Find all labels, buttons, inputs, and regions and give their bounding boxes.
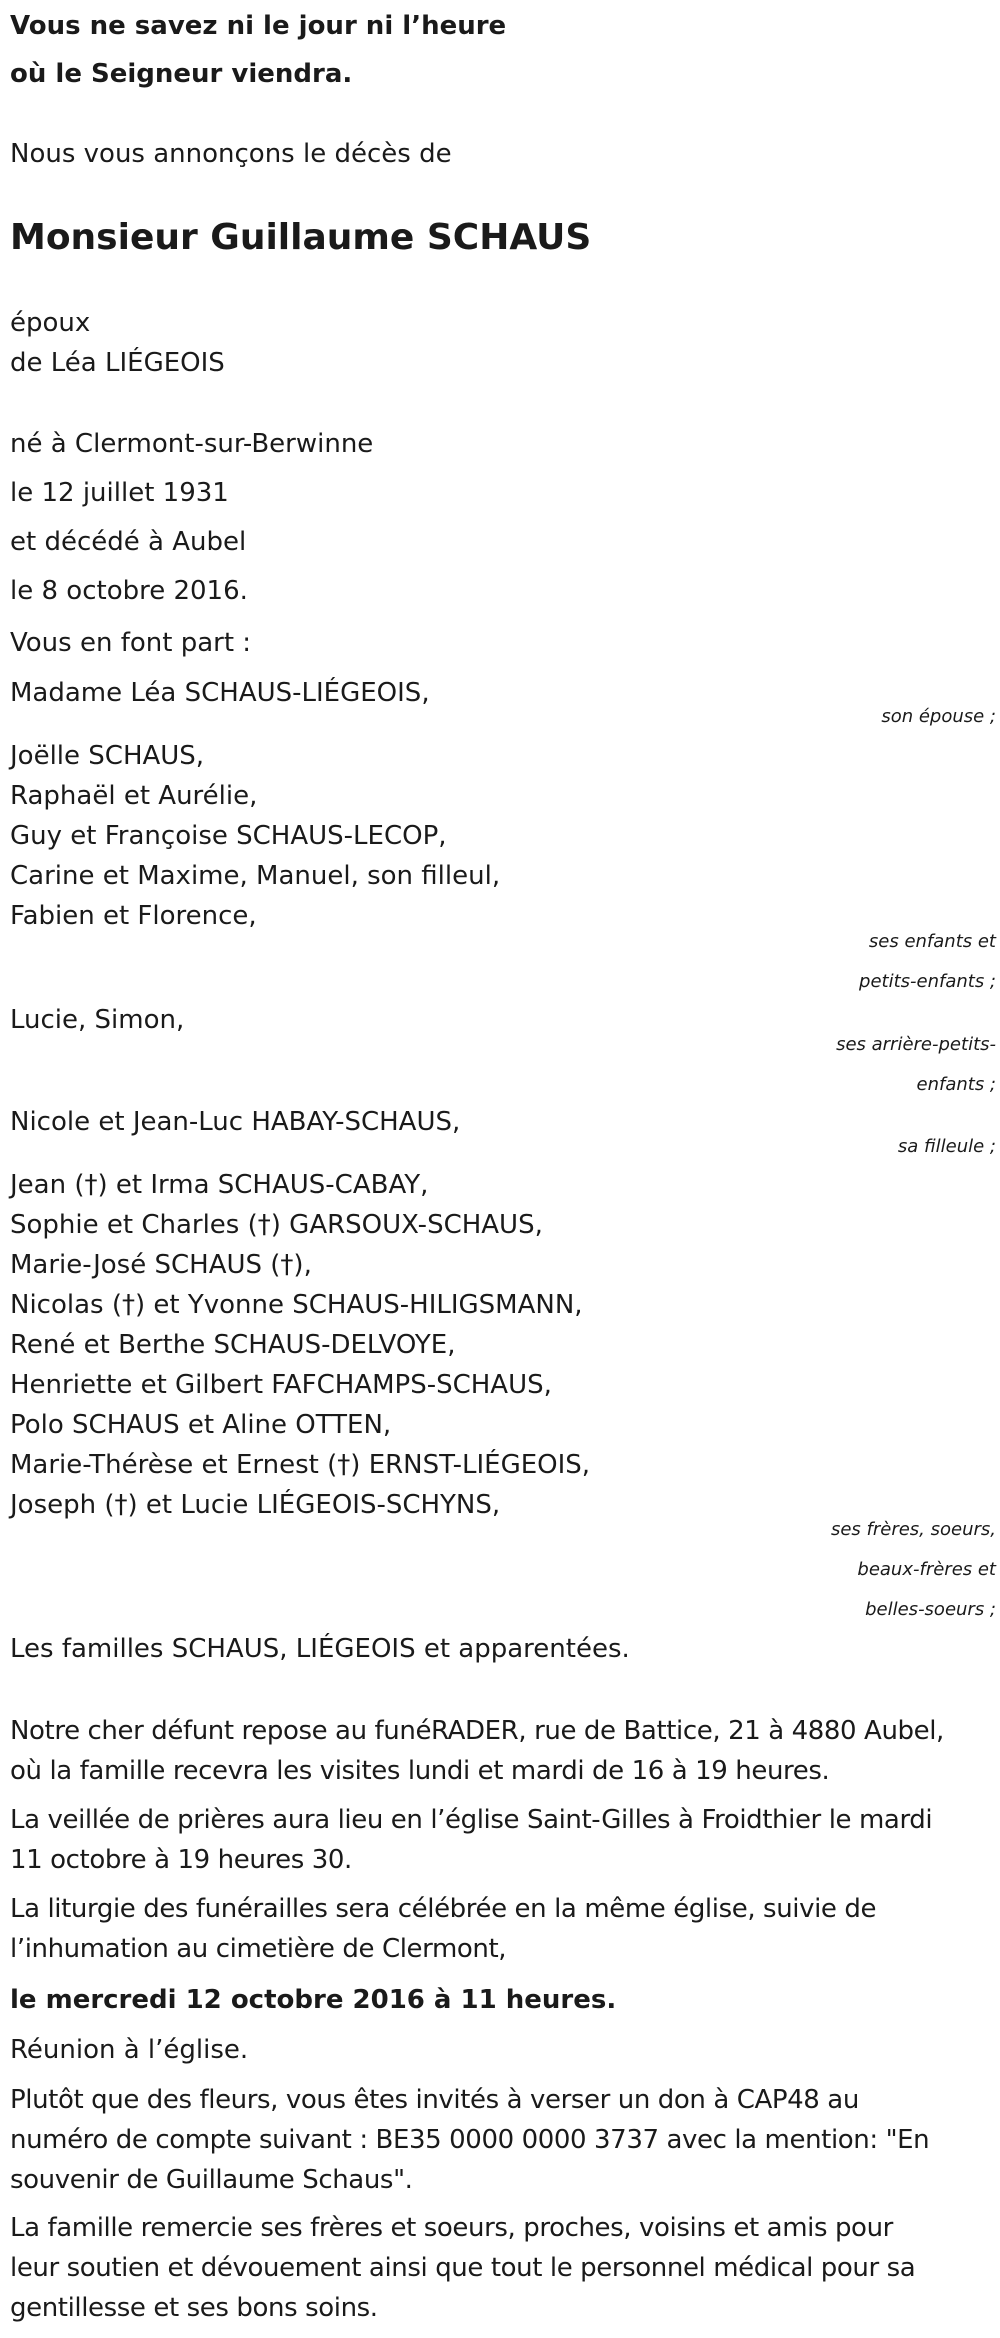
thanks-paragraph: La famille remercie ses frères et soeurs, proches, voisins et amis pour bbox=[10, 2213, 893, 2243]
liturgie-paragraph: l’inhumation au cimetière de Clermont, bbox=[10, 1934, 507, 1964]
donation-paragraph: numéro de compte suivant : BE35 0000 0000 3737 avec la mention: "En bbox=[10, 2125, 930, 2155]
quote-line: Vous ne savez ni le jour ni l’heure bbox=[10, 11, 507, 41]
family-name-line: Madame Léa SCHAUS-LIÉGEOIS, bbox=[10, 678, 430, 708]
families-line: Les familles SCHAUS, LIÉGEOIS et apparentées. bbox=[10, 1634, 630, 1664]
family-name-line: Polo SCHAUS et Aline OTTEN, bbox=[10, 1410, 392, 1440]
family-name-line: Lucie, Simon, bbox=[10, 1005, 185, 1035]
birth-place: né à Clermont-sur-Berwinne bbox=[10, 429, 374, 459]
family-name-line: Jean (†) et Irma SCHAUS-CABAY, bbox=[10, 1170, 429, 1200]
family-name-line: Joëlle SCHAUS, bbox=[10, 741, 205, 771]
spouse-line: de Léa LIÉGEOIS bbox=[10, 348, 225, 378]
veillee-paragraph: La veillée de prières aura lieu en l’église Saint-Gilles à Froidthier le mardi bbox=[10, 1805, 933, 1835]
relation-label: ses enfants et bbox=[868, 931, 996, 952]
relation-label: ses frères, soeurs, bbox=[830, 1519, 996, 1540]
announcement: Nous vous annonçons le décès de bbox=[10, 139, 452, 169]
family-name-line: Nicole et Jean-Luc HABAY-SCHAUS, bbox=[10, 1107, 461, 1137]
donation-paragraph: souvenir de Guillaume Schaus". bbox=[10, 2165, 413, 2195]
death-date: le 8 octobre 2016. bbox=[10, 576, 248, 606]
relation-label: belles-soeurs ; bbox=[865, 1599, 996, 1620]
repose-paragraph: où la famille recevra les visites lundi et mardi de 16 à 19 heures. bbox=[10, 1756, 830, 1786]
relation-label: petits-enfants ; bbox=[859, 971, 996, 992]
relation-label: beaux-frères et bbox=[857, 1559, 996, 1580]
liturgie-paragraph: La liturgie des funérailles sera célébrée en la même église, suivie de bbox=[10, 1894, 877, 1924]
family-name-line: René et Berthe SCHAUS-DELVOYE, bbox=[10, 1330, 456, 1360]
family-name-line: Marie-José SCHAUS (†), bbox=[10, 1250, 312, 1280]
family-name-line: Raphaël et Aurélie, bbox=[10, 781, 258, 811]
family-name-line: Fabien et Florence, bbox=[10, 901, 257, 931]
donation-paragraph: Plutôt que des fleurs, vous êtes invités à verser un don à CAP48 au bbox=[10, 2085, 859, 2115]
spouse-line: époux bbox=[10, 308, 91, 338]
family-name-line: Marie-Thérèse et Ernest (†) ERNST-LIÉGEOIS, bbox=[10, 1450, 591, 1480]
relation-label: son épouse ; bbox=[881, 706, 996, 727]
family-name-line: Nicolas (†) et Yvonne SCHAUS-HILIGSMANN, bbox=[10, 1290, 583, 1320]
font-part: Vous en font part : bbox=[10, 628, 252, 658]
quote-line: où le Seigneur viendra. bbox=[10, 59, 353, 89]
thanks-paragraph: gentillesse et ses bons soins. bbox=[10, 2293, 378, 2323]
reunion-line: Réunion à l’église. bbox=[10, 2035, 249, 2065]
birth-date: le 12 juillet 1931 bbox=[10, 478, 229, 508]
relation-label: enfants ; bbox=[916, 1074, 996, 1095]
relation-label: ses arrière-petits- bbox=[836, 1034, 996, 1055]
thanks-paragraph: leur soutien et dévouement ainsi que tout le personnel médical pour sa bbox=[10, 2253, 916, 2283]
death-place: et décédé à Aubel bbox=[10, 527, 247, 557]
repose-paragraph: Notre cher défunt repose au funéRADER, rue de Battice, 21 à 4880 Aubel, bbox=[10, 1716, 944, 1746]
relation-label: sa filleule ; bbox=[897, 1136, 996, 1157]
family-name-line: Joseph (†) et Lucie LIÉGEOIS-SCHYNS, bbox=[10, 1490, 501, 1520]
family-name-line: Guy et Françoise SCHAUS-LECOP, bbox=[10, 821, 447, 851]
deceased-name: Monsieur Guillaume SCHAUS bbox=[10, 217, 592, 258]
family-name-line: Sophie et Charles (†) GARSOUX-SCHAUS, bbox=[10, 1210, 543, 1240]
ceremony-date: le mercredi 12 octobre 2016 à 11 heures. bbox=[10, 1985, 617, 2015]
family-name-line: Henriette et Gilbert FAFCHAMPS-SCHAUS, bbox=[10, 1370, 552, 1400]
veillee-paragraph: 11 octobre à 19 heures 30. bbox=[10, 1845, 352, 1875]
family-name-line: Carine et Maxime, Manuel, son filleul, bbox=[10, 861, 501, 891]
